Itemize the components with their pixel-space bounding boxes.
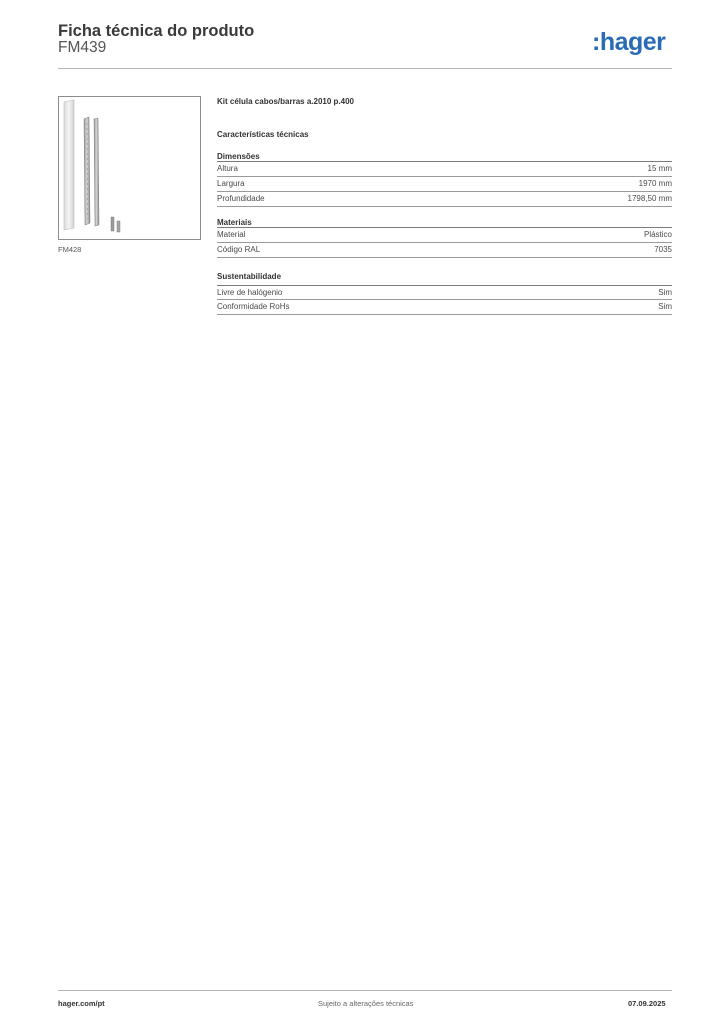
spec-label: Livre de halógenio <box>217 288 283 297</box>
product-image <box>58 96 201 240</box>
group-title: Sustentabilidade <box>217 272 282 281</box>
spec-label: Código RAL <box>217 245 261 254</box>
footer-date: 07.09.2025 <box>628 999 666 1008</box>
page-title: Ficha técnica do produto <box>58 22 255 40</box>
spec-row <box>217 177 672 192</box>
spec-value: 1970 mm <box>638 179 672 188</box>
spec-heading: Características técnicas <box>217 130 309 139</box>
spec-value: 1798,50 mm <box>627 194 672 203</box>
spec-value: Sim <box>658 302 672 311</box>
spec-label: Largura <box>217 179 245 188</box>
spec-row <box>217 285 672 300</box>
spec-value: Sim <box>658 288 672 297</box>
header-divider <box>58 68 672 69</box>
spec-group-materials <box>217 217 672 258</box>
spec-value: Plástico <box>643 230 672 239</box>
spec-value: 15 mm <box>647 164 672 173</box>
spec-label: Altura <box>217 164 238 173</box>
spec-row <box>217 228 672 243</box>
product-illustration <box>59 97 200 239</box>
spec-group-dimensions <box>217 151 672 207</box>
hager-logo <box>592 28 674 58</box>
spec-row <box>217 243 672 258</box>
spec-label: Profundidade <box>217 194 265 203</box>
spec-label: Conformidade RoHs <box>217 302 290 311</box>
product-name: Kit célula cabos/barras a.2010 p.400 <box>217 97 354 106</box>
spec-row <box>217 192 672 207</box>
logo-text: :hager <box>592 28 666 56</box>
group-title: Dimensões <box>217 151 672 162</box>
spec-label: Material <box>217 230 246 239</box>
spec-row <box>217 300 672 315</box>
group-title: Materiais <box>217 217 672 228</box>
product-code: FM439 <box>58 39 107 56</box>
spec-section <box>217 96 672 315</box>
spec-value: 7035 <box>654 245 672 254</box>
footer-notice: Sujeito a alterações técnicas <box>318 999 414 1008</box>
spec-group-sustainability <box>217 271 672 315</box>
footer-divider <box>58 990 672 991</box>
spec-row <box>217 162 672 177</box>
footer-website-link[interactable]: hager.com/pt <box>58 999 105 1008</box>
image-caption: FM428 <box>58 245 82 254</box>
